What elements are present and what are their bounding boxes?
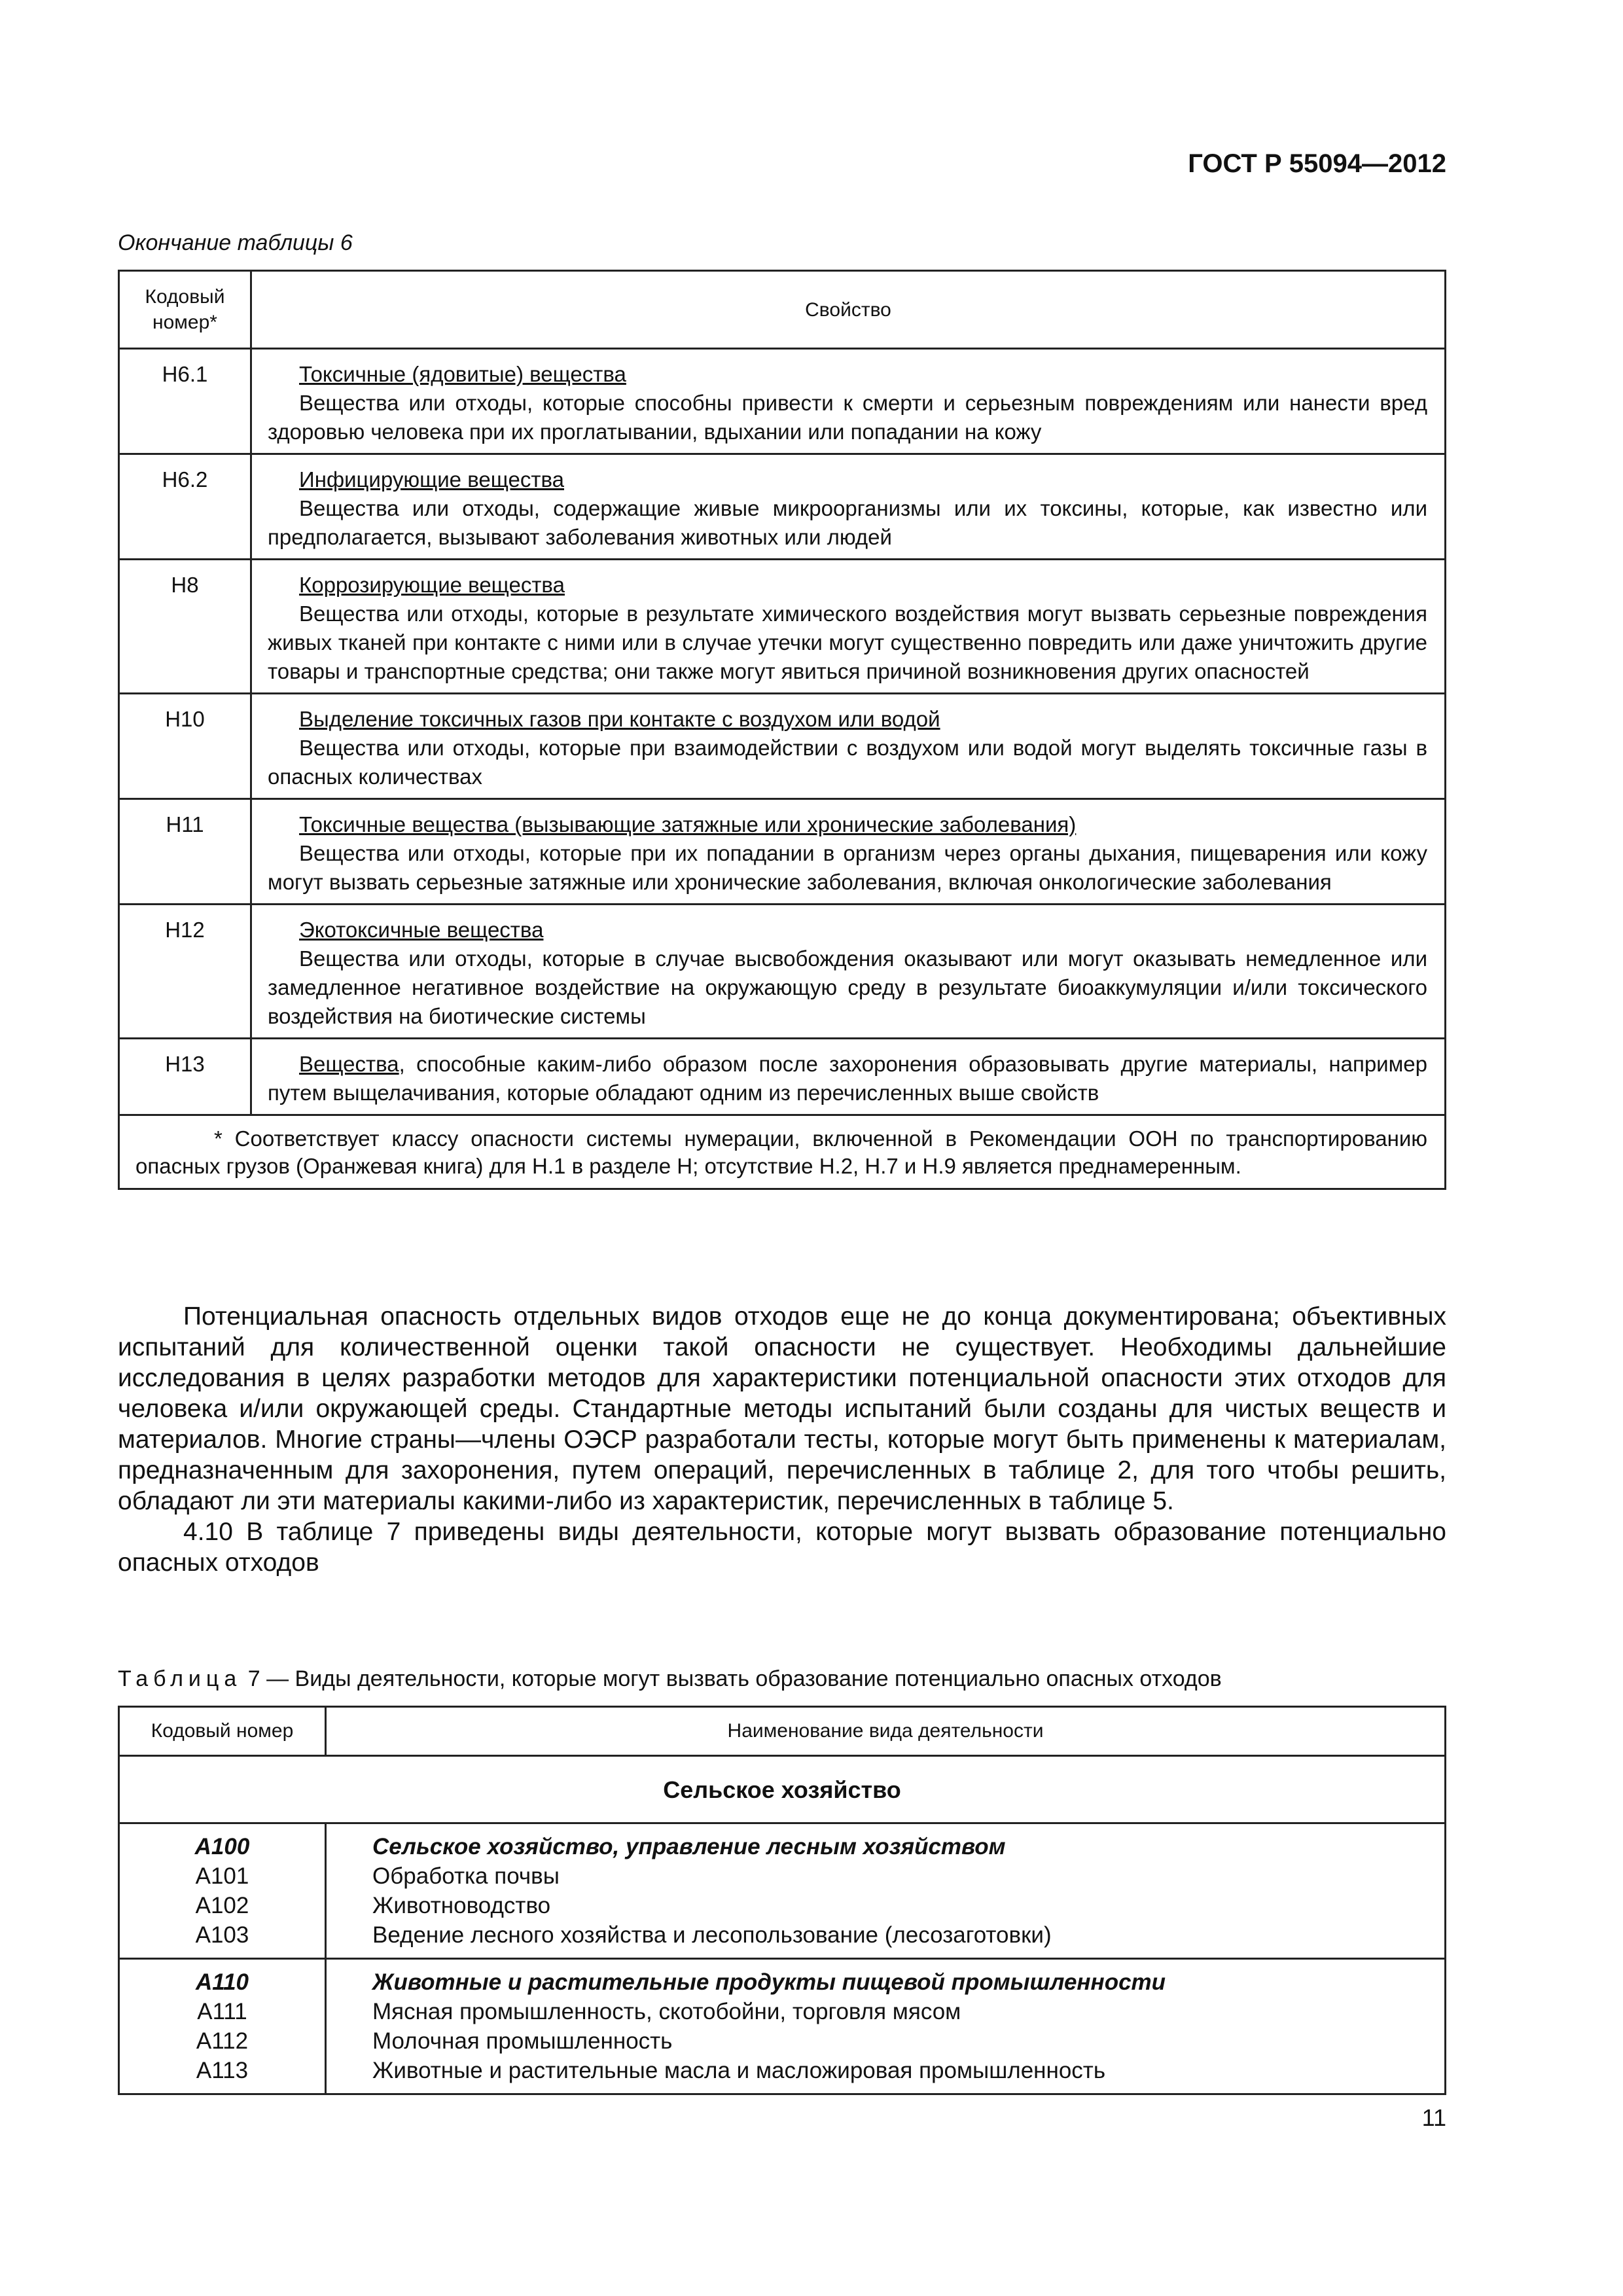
item-name: Молочная промышленность — [372, 2028, 673, 2054]
row-code: H6.2 — [119, 454, 251, 560]
document-id: ГОСТ Р 55094—2012 — [1188, 149, 1446, 178]
row-property — [251, 799, 1446, 905]
table-row — [119, 1039, 1446, 1115]
group-names — [326, 1959, 1446, 2094]
row-code: H13 — [119, 1039, 251, 1115]
row-code: H8 — [119, 560, 251, 694]
item-code: A103 — [195, 1922, 249, 1948]
property-title: Коррозирующие вещества — [299, 573, 565, 597]
row-property — [251, 454, 1446, 560]
table7-header-code: Кодовый номер — [119, 1707, 326, 1756]
item-name: Животные и растительные масла и масложировая промышленность — [372, 2058, 1106, 2083]
property-text: Вещества или отходы, которые способны привести к смерти и серьезным повреждениям или нанести вред здоровью человека при их проглатывании, вдыхании или попадании на кожу — [268, 391, 1427, 444]
table7-caption-label: Таблица — [118, 1666, 242, 1691]
table-row — [119, 1959, 1446, 2094]
property-text: Вещества или отходы, содержащие живые микроорганизмы или их токсины, которые, как известно или предполагается, вызывают заболевания животных или людей — [268, 496, 1427, 549]
table-row — [119, 454, 1446, 560]
group-names — [326, 1823, 1446, 1959]
table6-header-property: Свойство — [251, 271, 1446, 349]
item-code: A113 — [196, 2058, 249, 2083]
property-text: Вещества или отходы, которые в результате химического воздействия могут вызвать серьезные повреждения живых тканей при контакте с ними или в случае утечки могут существенно повредить или даже уничтожить другие товары и транспортные средства; они также могут явиться причиной возникновения других опасностей — [268, 601, 1427, 683]
table7-header-name: Наименование вида деятельности — [326, 1707, 1446, 1756]
table7-caption — [118, 1666, 1222, 1692]
table-row — [119, 799, 1446, 905]
property-title: Инфицирующие вещества — [299, 467, 564, 492]
property-title: Выделение токсичных газов при контакте с воздухом или водой — [299, 707, 940, 731]
item-code: A111 — [197, 1999, 247, 2024]
property-title: Токсичные (ядовитые) вещества — [299, 362, 626, 386]
table6-header-code: Кодовый номер* — [119, 271, 251, 349]
group-head-name: Сельское хозяйство, управление лесным хозяйством — [372, 1834, 1006, 1859]
item-name: Обработка почвы — [372, 1863, 560, 1889]
footnote-text: * Соответствует классу опасности системы нумерации, включенной в Рекомендации ООН по транспортированию опасных грузов (Оранжевая книга) для Н.1 в разделе Н; отсутствие Н.2, Н.7 и Н.9 является преднамеренным. — [135, 1126, 1427, 1178]
table-row — [119, 905, 1446, 1039]
section-title: Сельское хозяйство — [119, 1756, 1446, 1823]
group-codes — [119, 1823, 326, 1959]
property-text: Вещества или отходы, которые при их попадании в организм через органы дыхания, пищеварения или кожу могут вызвать серьезные затяжные или хронические заболевания, включая онкологические заболевания — [268, 841, 1427, 894]
property-title-rest: , способные каким-либо образом после захоронения образовывать другие материалы, например путем выщелачивания, которые обладают одним из перечисленных выше свойств — [268, 1052, 1427, 1105]
row-property — [251, 905, 1446, 1039]
table-footnote-row — [119, 1115, 1446, 1189]
table6-footnote — [119, 1115, 1446, 1189]
row-property — [251, 1039, 1446, 1115]
table-row — [119, 694, 1446, 799]
row-code: H10 — [119, 694, 251, 799]
row-property — [251, 560, 1446, 694]
item-code: A101 — [195, 1863, 249, 1889]
property-title: Экотоксичные вещества — [299, 918, 544, 942]
table-row — [119, 560, 1446, 694]
paragraph: Потенциальная опасность отдельных видов отходов еще не до конца документирована; объективных испытаний для количественной оценки такой опасности не существует. Необходимы дальнейшие исследования в целях разработки методов для характеристики потенциальной опасности этих отходов для человека и/или окружающей среды. Стандартные методы испытаний были созданы для чистых веществ и материалов. Многие страны—члены ОЭСР разработали тесты, которые могут быть применены к материалам, предназначенным для захоронения, путем операций, перечисленных в таблице 2, для того чтобы решить, обладают ли эти материалы какими-либо из характеристик, перечисленных в таблице 5. — [118, 1302, 1446, 1515]
item-name: Животноводство — [372, 1893, 551, 1918]
row-code: H6.1 — [119, 349, 251, 454]
table7-caption-text: 7 — Виды деятельности, которые могут вызвать образование потенциально опасных отходов — [241, 1666, 1222, 1691]
row-property — [251, 349, 1446, 454]
item-code: A112 — [196, 2028, 249, 2054]
property-text: Вещества или отходы, которые в случае высвобождения оказывают или могут оказывать немедленное или замедленное негативное воздействие на окружающую среду в результате биоаккумуляции и/или токсического воздействия на биотические системы — [268, 946, 1427, 1028]
table-row — [119, 1823, 1446, 1959]
table6-caption: Окончание таблицы 6 — [118, 230, 353, 255]
group-head-code: A100 — [194, 1834, 250, 1859]
row-code: H12 — [119, 905, 251, 1039]
section-row — [119, 1756, 1446, 1823]
property-title: Вещества — [299, 1052, 399, 1076]
property-title: Токсичные вещества (вызывающие затяжные или хронические заболевания) — [299, 812, 1077, 836]
item-code: A102 — [195, 1893, 249, 1918]
table-7 — [118, 1706, 1446, 2095]
item-name: Ведение лесного хозяйства и лесопользование (лесозаготовки) — [372, 1922, 1052, 1948]
property-text: Вещества или отходы, которые при взаимодействии с воздухом или водой могут выделять токсичные газы в опасных количествах — [268, 736, 1427, 789]
group-head-code: A110 — [195, 1969, 249, 1995]
page-number: 11 — [1421, 2104, 1446, 2131]
paragraph: 4.10 В таблице 7 приведены виды деятельности, которые могут вызвать образование потенциально опасных отходов — [118, 1518, 1446, 1577]
table-6 — [118, 270, 1446, 1190]
row-property — [251, 694, 1446, 799]
body-text — [118, 1301, 1446, 1578]
item-name: Мясная промышленность, скотобойни, торговля мясом — [372, 1999, 961, 2024]
table-row — [119, 349, 1446, 454]
row-code: H11 — [119, 799, 251, 905]
group-head-name: Животные и растительные продукты пищевой промышленности — [372, 1969, 1166, 1995]
group-codes — [119, 1959, 326, 2094]
